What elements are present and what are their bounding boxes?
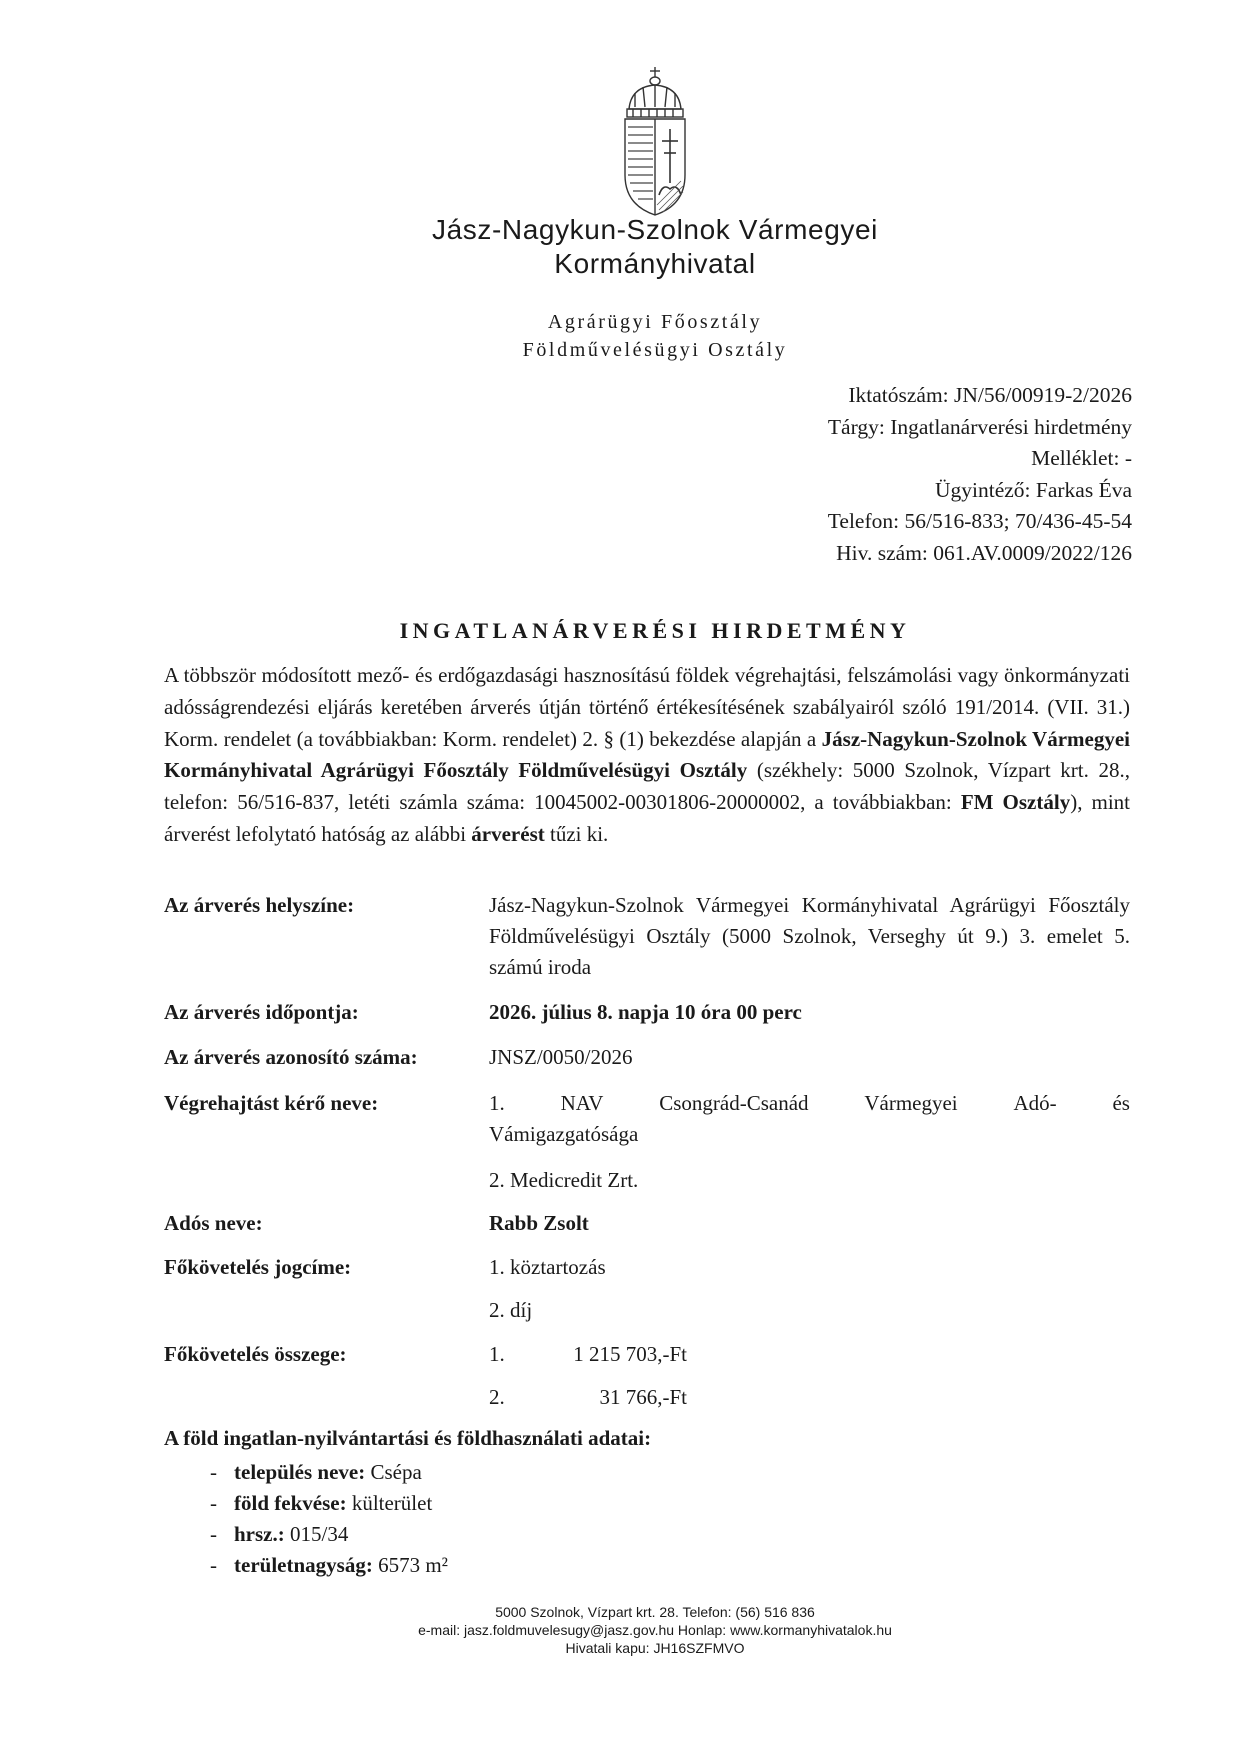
creditor-label: Végrehajtást kérő neve: — [164, 1091, 379, 1115]
claim-amount-1: 1. 1 215 703,-Ft — [489, 1342, 687, 1366]
debtor-label: Adós neve: — [164, 1211, 263, 1235]
auction-location-value: Jász-Nagykun-Szolnok Vármegyei Kormányhivatal Agrárügyi Főosztály Földművelésügyi Osztály (5000 Szolnok, Verseghy út 9.) 3. emelet 5. számú iroda — [489, 893, 1130, 979]
claim-title-label: Főkövetelés jogcíme: — [164, 1255, 352, 1279]
attachment: Melléklet: - — [1031, 446, 1132, 470]
land-parcel-number: - hrsz.: 015/34 — [210, 1519, 448, 1550]
claim-amount-label: Főkövetelés összege: — [164, 1342, 347, 1366]
coat-of-arms-icon — [619, 65, 691, 217]
department-name-line1: Agrárügyi Főosztály — [547, 311, 763, 333]
intro-authority: Jász-Nagykun-Szolnok Vármegyei Kormányhivatal Agrárügyi Főosztály Földművelésügyi Osztály — [164, 726, 1130, 783]
intro-auction-word: árverést — [471, 821, 545, 846]
footer-address: 5000 Szolnok, Vízpart krt. 28. Telefon: (56) 516 836 — [495, 1604, 815, 1620]
auction-id-value: JNSZ/0050/2026 — [489, 1045, 633, 1069]
auction-date-label: Az árverés időpontja: — [164, 1000, 359, 1024]
auction-date-value: 2026. július 8. napja 10 óra 00 perc — [489, 1000, 802, 1024]
organization-name-line1: Jász-Nagykun-Szolnok Vármegyei — [432, 214, 878, 245]
document-metadata — [828, 380, 1132, 569]
creditor-2: 2. Medicredit Zrt. — [489, 1168, 639, 1192]
land-location: - föld fekvése: külterület — [210, 1488, 448, 1519]
land-area: - területnagyság: 6573 m² — [210, 1550, 448, 1581]
land-settlement: - település neve: Csépa — [210, 1457, 448, 1488]
intro-paragraph — [164, 660, 1130, 851]
creditor-1-continued: Vámigazgatósága — [489, 1122, 639, 1146]
subject: Tárgy: Ingatlanárverési hirdetmény — [827, 414, 1132, 439]
intro-text-3: ), mint árverést lefolytató hatóság az alábbi — [164, 790, 1131, 846]
claim-title-1: 1. köztartozás — [489, 1255, 606, 1279]
claim-amount-2: 2. 31 766,-Ft — [489, 1385, 687, 1409]
phone: Telefon: 56/516-833; 70/436-45-54 — [827, 509, 1132, 533]
document-title: INGATLANÁRVERÉSI HIRDETMÉNY — [399, 618, 911, 643]
land-data-heading: A föld ingatlan-nyilvántartási és földhasználati adatai: — [164, 1426, 652, 1450]
auction-location-label: Az árverés helyszíne: — [164, 893, 355, 917]
creditor-1-line: 1. NAV Csongrád-Csanád Vármegyei Adó- és — [489, 1091, 1130, 1115]
reference-number: Hiv. szám: 061.AV.0009/2022/126 — [836, 540, 1132, 565]
organization-name-line2: Kormányhivatal — [554, 248, 756, 279]
debtor-value: Rabb Zsolt — [489, 1211, 589, 1235]
land-data-list — [210, 1457, 448, 1581]
intro-authority-short: FM Osztály — [960, 790, 1071, 815]
footer — [0, 1603, 1240, 1657]
department-name-line2: Földművelésügyi Osztály — [522, 339, 788, 361]
case-officer: Ügyintéző: Farkas Éva — [934, 477, 1132, 502]
creditor-values — [489, 1088, 1130, 1150]
claim-title-2: 2. díj — [489, 1298, 533, 1322]
footer-gateway: Hivatali kapu: JH16SZFMVO — [565, 1640, 745, 1656]
intro-text-1: A többször módosított mező- és erdőgazdasági hasznosítású földek végrehajtási, felszámolási vagy önkormányzati adósságrendezési eljárás keretében árverés útján történő értékesítésének szabályairól szóló 191/2014. (VII. 31.) Korm. rendelet (a továbbiakban: Korm. rendelet) 2. § (1) bekezdése alapján a — [164, 663, 1130, 751]
auction-id-label: Az árverés azonosító száma: — [164, 1045, 418, 1069]
intro-text-4: tűzi ki. — [544, 821, 609, 846]
filing-number: Iktatószám: JN/56/00919-2/2026 — [848, 383, 1132, 407]
intro-text-2: (székhely: 5000 Szolnok, Vízpart krt. 28., telefon: 56/516-837, letéti számla száma: 10045002-00301806-20000002, a továbbiakban: — [164, 758, 1130, 815]
footer-contact: e-mail: jasz.foldmuvelesugy@jasz.gov.hu Honlap: www.kormanyhivatalok.hu — [418, 1622, 892, 1638]
